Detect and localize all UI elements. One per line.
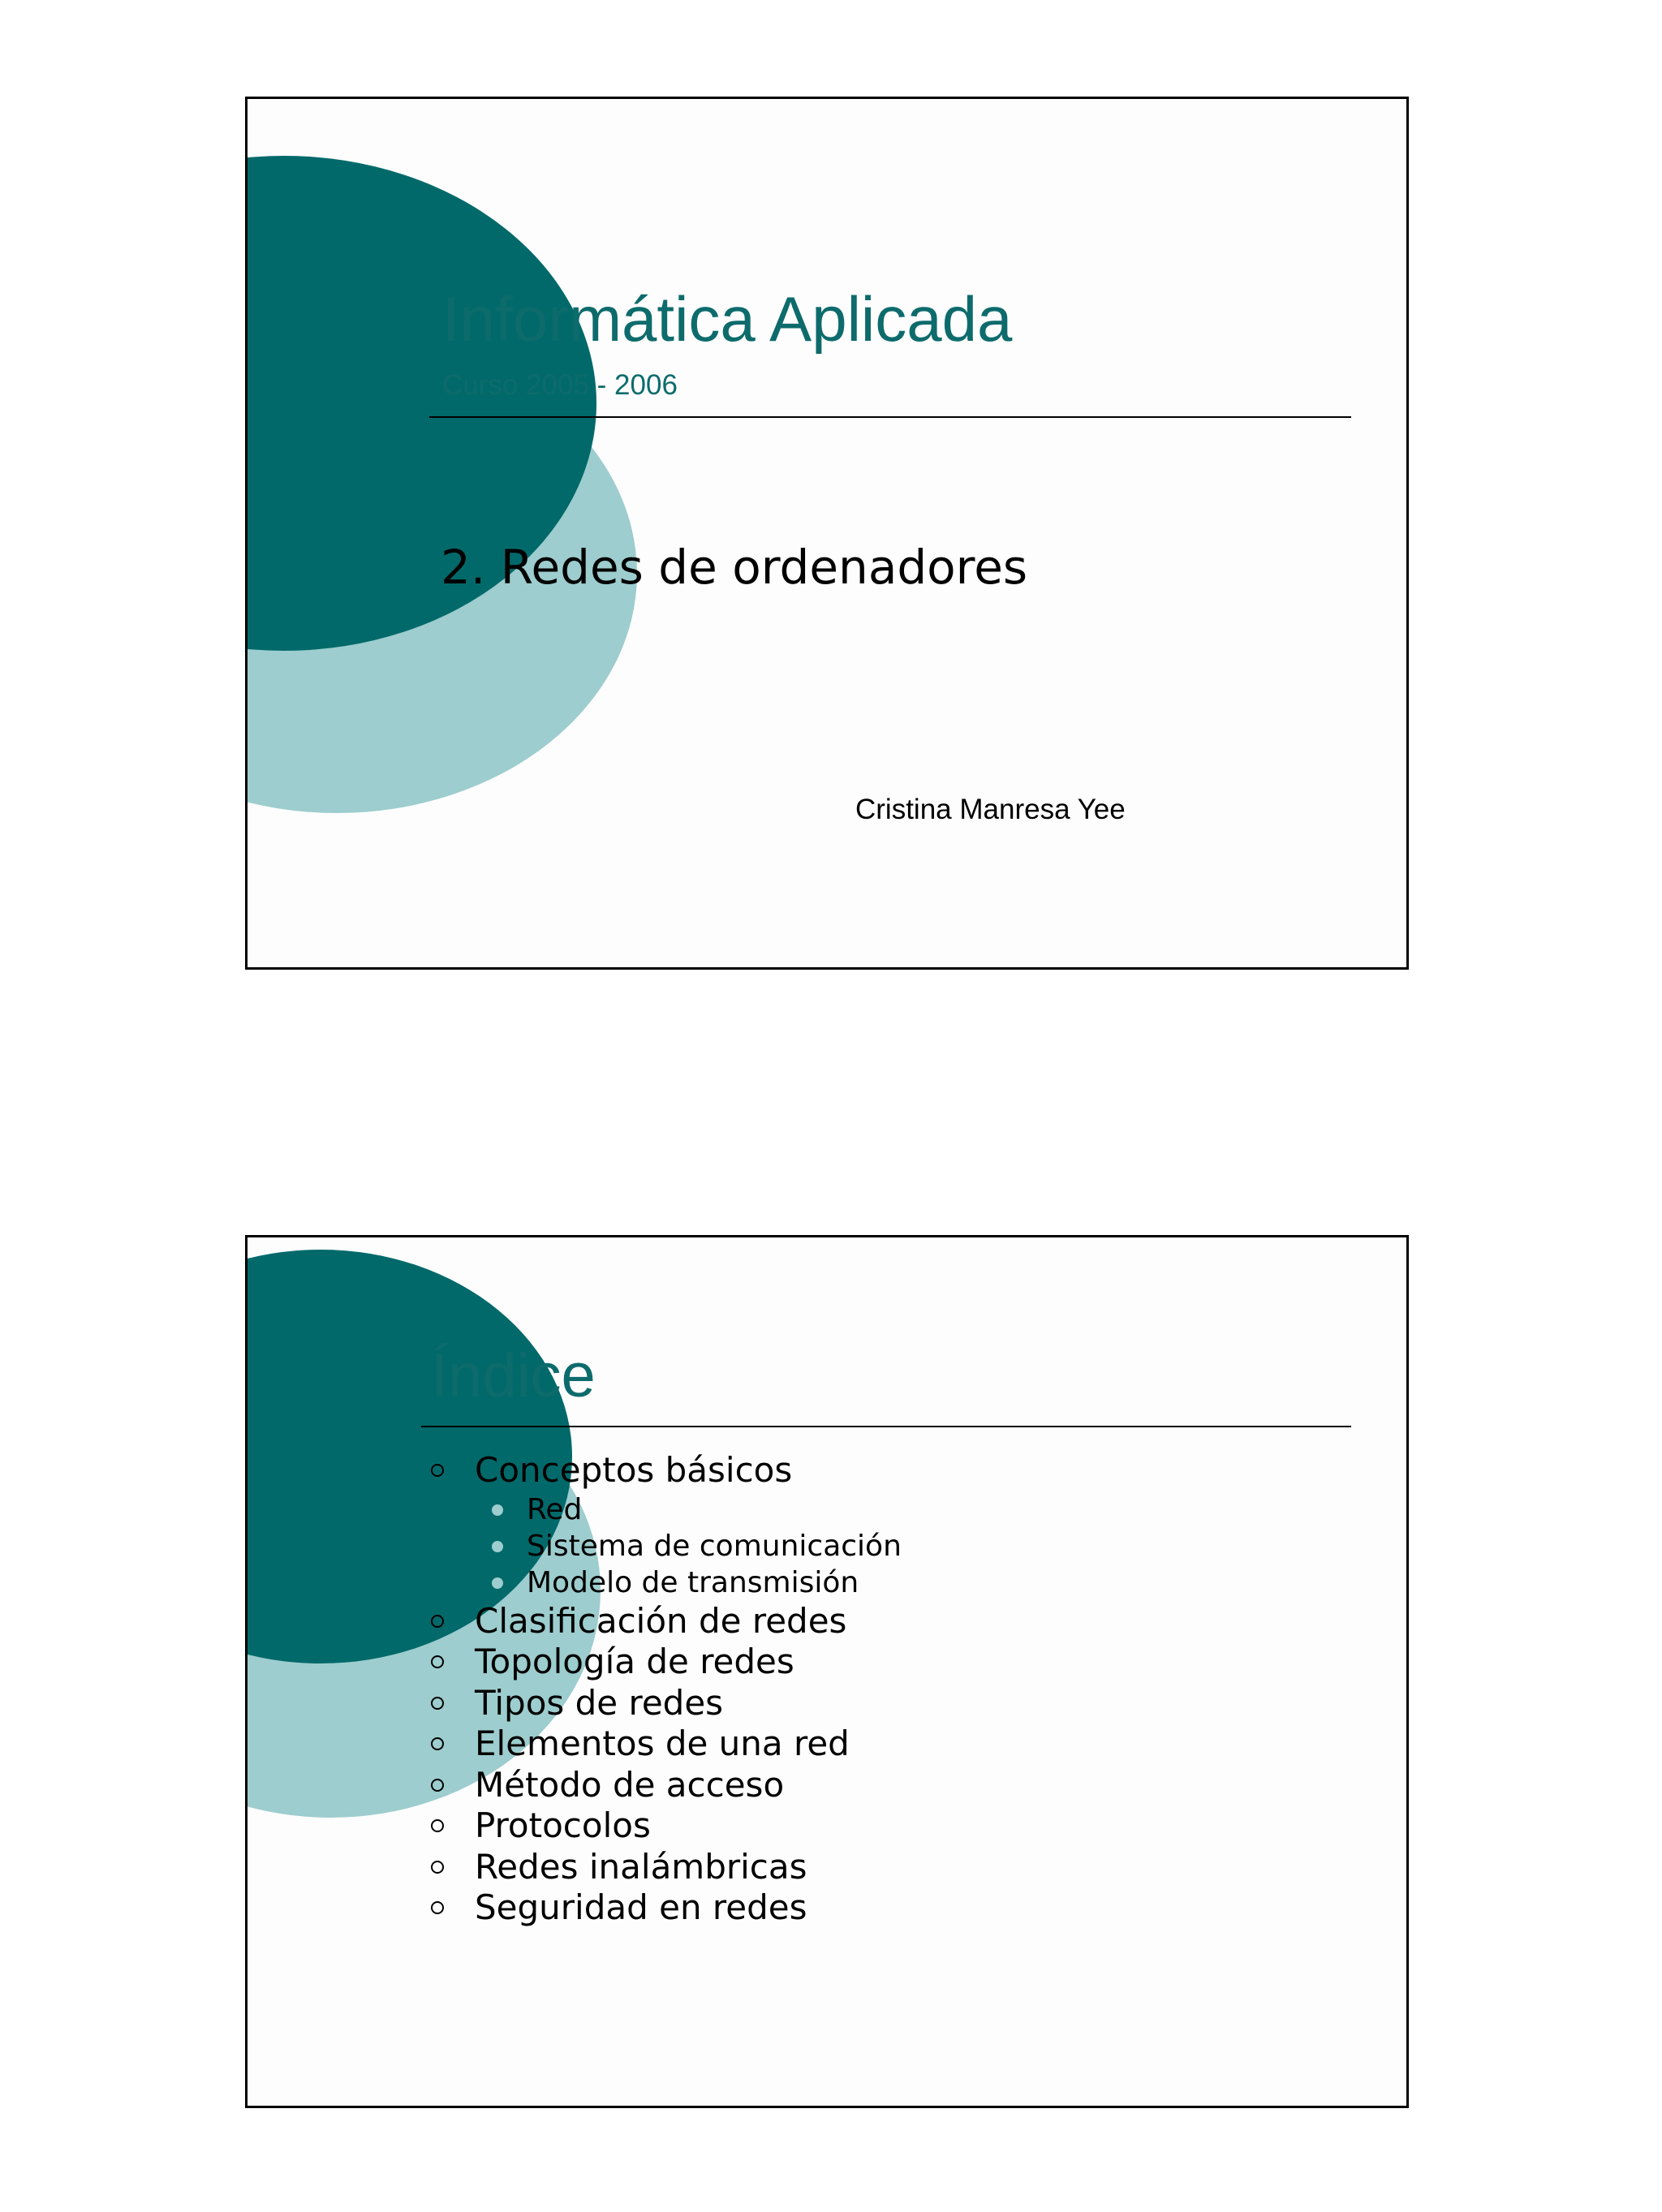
hollow-circle-bullet-icon [431, 1464, 444, 1477]
index-subitem-label: Red [527, 1492, 583, 1526]
index-item [431, 1601, 902, 1642]
index-item [431, 1683, 902, 1724]
dot-bullet-icon [492, 1504, 503, 1516]
slide-subtitle: Curso 2005 - 2006 [442, 369, 678, 401]
hollow-circle-bullet-icon [431, 1901, 444, 1914]
index-subitem-label: Sistema de comunicación [527, 1529, 902, 1563]
index-item-label: Elementos de una red [475, 1724, 850, 1763]
index-subitem [431, 1564, 902, 1601]
index-item-label: Conceptos básicos [475, 1450, 793, 1490]
index-item-label: Topología de redes [475, 1642, 794, 1681]
index-item [431, 1642, 902, 1683]
index-item-label: Método de acceso [475, 1764, 785, 1805]
index-item [431, 1765, 902, 1806]
index-subitem [431, 1491, 902, 1528]
title-divider [421, 1426, 1351, 1427]
title-divider [429, 416, 1351, 418]
hollow-circle-bullet-icon [431, 1861, 444, 1874]
index-item [431, 1887, 902, 1929]
hollow-circle-bullet-icon [431, 1737, 444, 1750]
index-item [431, 1805, 902, 1847]
hollow-circle-bullet-icon [431, 1655, 444, 1668]
index-item [431, 1724, 902, 1765]
slide-2 [245, 1235, 1409, 2108]
dot-bullet-icon [492, 1541, 503, 1552]
index-item-label: Seguridad en redes [475, 1887, 807, 1927]
hollow-circle-bullet-icon [431, 1615, 444, 1628]
slide-heading: 2. Redes de ordenadores [441, 540, 1028, 595]
index-subitem-label: Modelo de transmisión [527, 1565, 859, 1599]
index-item-label: Clasificación de redes [475, 1600, 847, 1641]
hollow-circle-bullet-icon [431, 1697, 444, 1710]
index-item-label: Tipos de redes [475, 1682, 724, 1723]
author-name: Cristina Manresa Yee [855, 794, 1126, 825]
index-item [431, 1450, 902, 1491]
hollow-circle-bullet-icon [431, 1819, 444, 1832]
slide-1 [245, 97, 1409, 970]
slide-title: Informática Aplicada [442, 283, 1013, 355]
index-list [431, 1450, 902, 1929]
dot-bullet-icon [492, 1577, 503, 1589]
index-item [431, 1847, 902, 1888]
index-subitem [431, 1528, 902, 1564]
index-item-label: Redes inalámbricas [475, 1846, 807, 1887]
index-item-label: Protocolos [475, 1805, 651, 1845]
slide-title: Índice [431, 1341, 596, 1410]
hollow-circle-bullet-icon [431, 1779, 444, 1792]
